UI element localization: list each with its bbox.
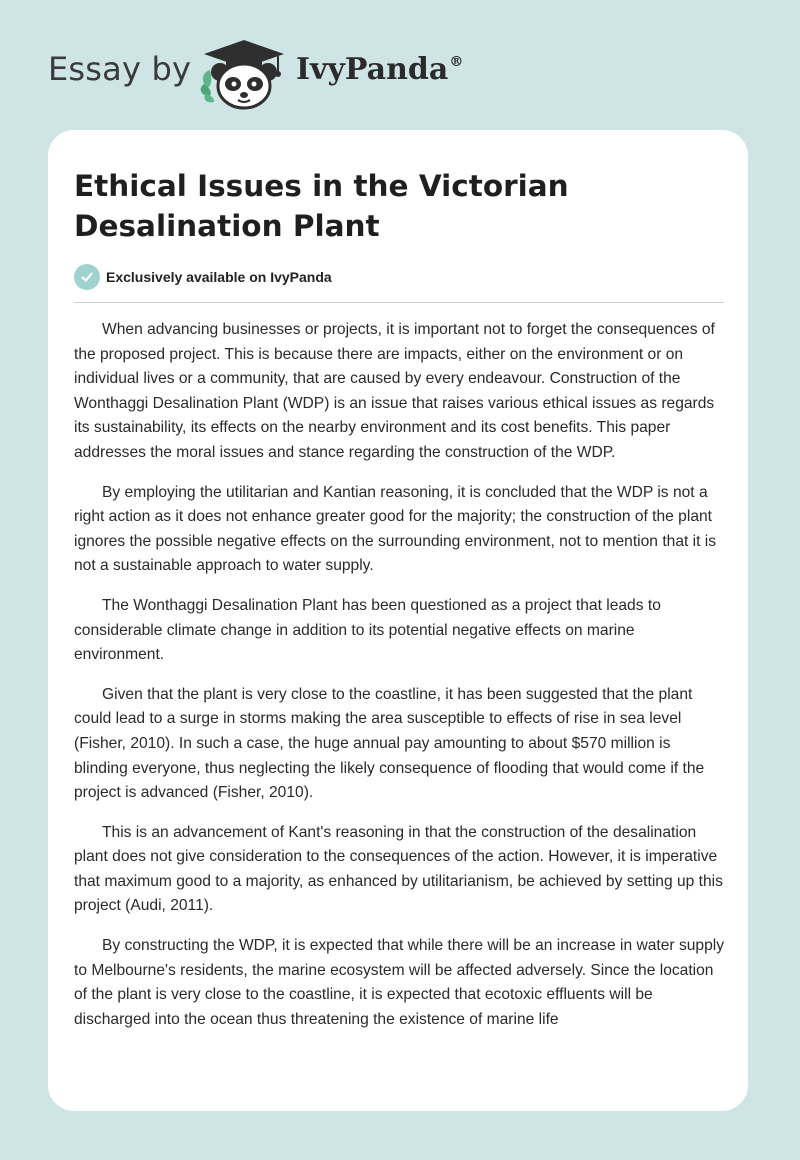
- essay-card: [48, 130, 748, 1111]
- paragraph: By constructing the WDP, it is expected that while there will be an increase in water supply to Melbourne's residents, the marine ecosystem will be affected adversely. Since the location of the plant is very close to the coastline, it is expected that ecotoxic effluents will be discharged into the ocean thus threatening the existence of marine life: [74, 937, 725, 1028]
- paragraph: When advancing businesses or projects, it is important not to forget the consequences of the proposed project. This is because there are impacts, either on the environment or on individual lives or a community, that are caused by every endeavour. Construction of the Wonthaggi Desalination Plant (WDP) is an issue that raises various ethical issues as regards its sustainability, its effects on the nearby environment and its cost benefits. This paper addresses the moral issues and stance regarding the construction of the WDP.: [74, 321, 715, 461]
- check-circle-icon: [74, 264, 100, 290]
- essay-body: [74, 318, 726, 1047]
- paragraph: This is an advancement of Kant's reasoning in that the construction of the desalination plant does not give consideration to the consequences of the action. However, it is imperative that maximum good to a majority, as enhanced by utilitarianism, be achieved by setting up this project (Audi, 2011).: [74, 823, 723, 915]
- site-header: [0, 0, 800, 130]
- brand-prefix: Essay by: [48, 50, 192, 88]
- divider: [74, 302, 724, 303]
- essay-title: Ethical Issues in the Victorian Desalination Plant: [74, 169, 569, 243]
- exclusive-badge: [74, 264, 332, 290]
- badge-label: Exclusively available on IvyPanda: [106, 269, 332, 285]
- paragraph: Given that the plant is very close to the coastline, it has been suggested that the plant could lead to a surge in storms making the area susceptible to effects of rise in sea level (Fisher, 2010). In such a case, the huge annual pay amounting to about $570 million is blinding everyone, thus neglecting the likely consequence of flooding that would come if the project is advanced (Fisher, 2010).: [74, 685, 705, 802]
- panda-logo-icon[interactable]: [198, 38, 290, 110]
- paragraph: The Wonthaggi Desalination Plant has been questioned as a project that leads to considerable climate change in addition to its potential negative effects on marine environment.: [74, 596, 661, 664]
- paragraph: By employing the utilitarian and Kantian reasoning, it is concluded that the WDP is not a right action as it does not enhance greater good for the majority; the construction of the plant ignores the possible negative effects on the surrounding environment, not to mention that it is not a sustainable approach to water supply.: [74, 483, 717, 575]
- brand-name[interactable]: IvyPanda®: [296, 52, 464, 87]
